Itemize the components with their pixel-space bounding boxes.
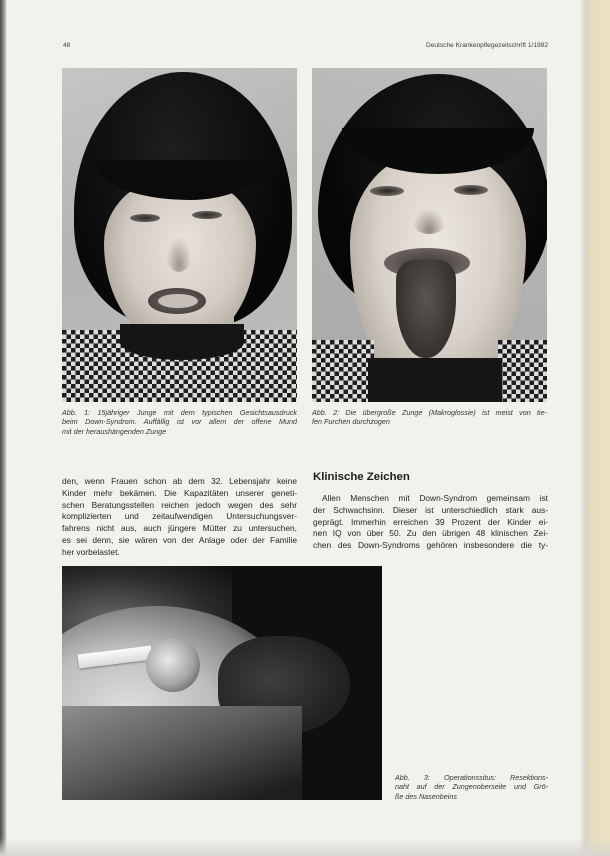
photo-2-shirt-left bbox=[312, 340, 374, 402]
body-line: schen Beratungsstellen reichen jedoch wegen des sehr bbox=[62, 499, 297, 510]
body-line: der Schwachsinn. Dieser ist unterschiedlich stark aus- bbox=[313, 504, 548, 515]
figure-1-caption-line: mit der heraushängenden Zunge bbox=[62, 426, 167, 436]
photo-1-tongue bbox=[158, 294, 198, 308]
body-line: Allen Menschen mit Down-Syndrom gemeinsam ist bbox=[322, 493, 548, 503]
body-line: nen IQ von über 50. Zu den übrigen 48 klinischen Zei- bbox=[313, 528, 548, 539]
body-line: es sei denn, sie wären von der Anlage oder der Familie bbox=[62, 534, 297, 545]
figure-1-caption-line: Abb. 1: 15jähriger Junge mit dem typischen Gesichtsausdruck bbox=[62, 408, 297, 417]
figure-1-caption-line: beim Down-Syndrom. Auffällig ist vor allem der offene Mund bbox=[62, 417, 297, 427]
scan-edge-left bbox=[0, 0, 7, 856]
figure-2-caption-line: Abb. 2: Die übergroße Zunge (Makroglossie) ist meist von tie- bbox=[312, 408, 547, 417]
scan-edge-right bbox=[580, 0, 610, 856]
body-line: chen des Down-Syndroms gehören insbesondere die ty- bbox=[313, 540, 548, 551]
photo-1 bbox=[62, 68, 297, 402]
page-number: 48 bbox=[63, 42, 71, 49]
figure-2-caption bbox=[312, 408, 547, 427]
photo-2-nose bbox=[412, 208, 446, 234]
left-text-column bbox=[62, 476, 297, 559]
photo-1-eye-left bbox=[130, 214, 160, 222]
photo-3-nose bbox=[146, 638, 200, 692]
body-line: komplizierten und zeitaufwendigen Untersuchungsver- bbox=[62, 511, 297, 522]
photo-2-eye-right bbox=[454, 185, 488, 195]
section-heading: Klinische Zeichen bbox=[313, 471, 410, 483]
figure-1-caption bbox=[62, 408, 297, 436]
photo-1-nose bbox=[166, 236, 192, 272]
right-text-column bbox=[313, 493, 548, 552]
body-line: Kinder mehr bekämen. Die Kapazitäten unserer geneti- bbox=[62, 487, 297, 498]
journal-title: Deutsche Krankenpflegezeitschrift 1/1982 bbox=[425, 42, 548, 49]
figure-3-caption-line: Abb. 3: Operationssitus: Resektions- bbox=[395, 773, 548, 782]
figure-3-caption-line: naht auf der Zungenoberseite und Grö- bbox=[395, 782, 548, 792]
photo-1-eye-right bbox=[192, 211, 222, 219]
figure-2-caption-line: fen Furchen durchzogen bbox=[312, 417, 390, 427]
photo-2-eye-left bbox=[370, 186, 404, 196]
body-line: her vorbelastet. bbox=[62, 546, 120, 557]
photo-2-shirt-right bbox=[498, 340, 547, 402]
photo-2-collar bbox=[368, 358, 502, 402]
body-line: den, wenn Frauen schon ab dem 32. Lebensjahr keine bbox=[62, 476, 297, 486]
scan-edge-bottom bbox=[0, 838, 610, 856]
body-line: geprägt. Immerhin erreichen 39 Prozent der Kinder ei- bbox=[313, 516, 548, 527]
photo-3 bbox=[62, 566, 382, 800]
body-line: fahrens nicht aus, auch jüngere Mütter zu untersuchen, bbox=[62, 523, 297, 534]
photo-3-lower-shade bbox=[62, 706, 302, 800]
photo-2 bbox=[312, 68, 547, 402]
figure-3-caption bbox=[395, 773, 548, 801]
figure-3-caption-line: ße des Nasenbeins bbox=[395, 791, 457, 801]
photo-1-collar bbox=[120, 324, 244, 360]
